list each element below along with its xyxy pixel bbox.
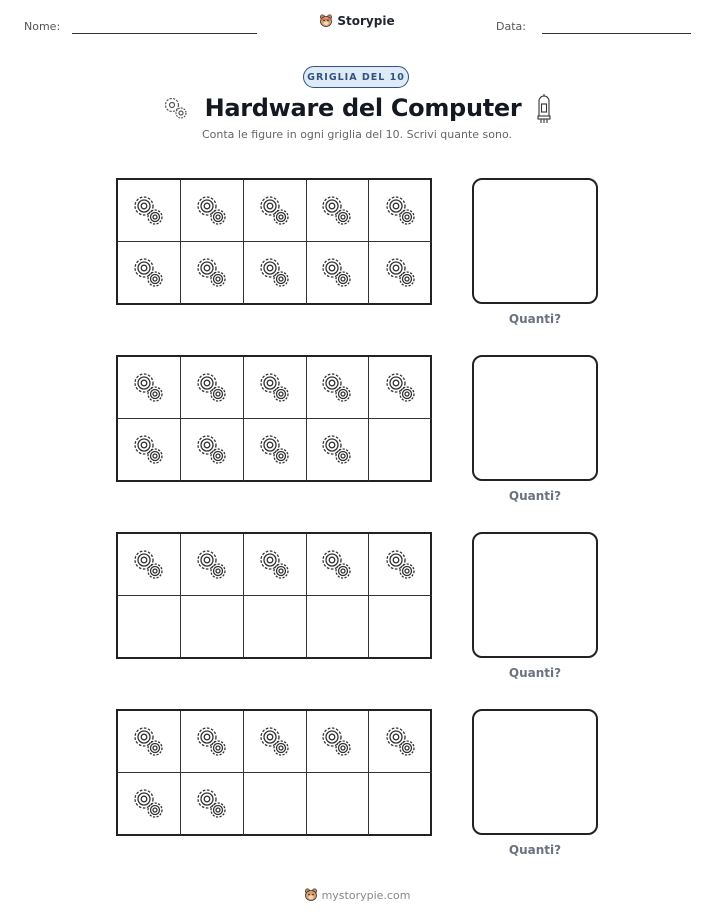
ten-frame-cell [369,596,432,658]
page-title: Hardware del Computer [204,94,522,122]
ten-frame-cell [369,534,432,596]
gears-icon [129,430,169,470]
footer [0,887,714,903]
ten-frame-cell [118,357,181,419]
name-line[interactable] [72,33,257,34]
ten-frame-cell [369,711,432,773]
instructions: Conta le figure in ogni griglia del 10. Scrivi quante sono. [201,128,512,141]
ten-frame-cell [244,180,307,242]
ten-frame-cell [306,596,369,658]
ten-frame-cell [244,534,307,596]
gears-icon [192,784,232,824]
answer-box[interactable] [472,178,598,304]
gears-icon [317,191,357,231]
ten-frame-cell [181,419,244,481]
answer-box[interactable] [472,709,598,835]
footer-url: mystorypie.com [321,888,411,902]
date-line[interactable] [542,33,691,34]
name-label: Nome: [24,20,61,33]
ten-frame-cell [244,773,307,835]
gears-icon [129,368,169,408]
gears-icon [317,722,357,762]
ten-frame-cell [118,419,181,481]
ten-frame-cell [306,180,369,242]
gears-icon [255,191,295,231]
ten-frame-cell [118,534,181,596]
date-label: Data: [496,20,526,33]
ten-frame-cell [118,242,181,304]
ten-frame-cell [118,711,181,773]
gears-icon [255,722,295,762]
answer-label: Quanti? [508,489,562,503]
gears-icon [192,191,232,231]
ten-frame-cell [244,711,307,773]
gears-icon [192,722,232,762]
vacuum-tube-icon [535,92,553,124]
gears-icon [129,253,169,293]
title-row [0,92,714,124]
gears-icon [317,253,357,293]
ten-frame-grid [116,709,432,836]
ten-frame-cell [181,534,244,596]
gears-icon [317,368,357,408]
ten-frame-cell [306,419,369,481]
gears-icon [381,191,421,231]
ten-frame-cell [306,534,369,596]
ten-frame-grid [116,355,432,482]
gears-icon [317,430,357,470]
ten-frame-cell [306,242,369,304]
ten-frame-cell [181,596,244,658]
gears-icon [381,545,421,585]
ten-frame-grid [116,178,432,305]
ten-frame-cell [244,419,307,481]
gears-icon [255,253,295,293]
ten-frame-cell [181,180,244,242]
ten-frame-cell [306,711,369,773]
ten-frame-cell [244,357,307,419]
bear-mascot-icon [319,13,333,29]
ten-frame-cell [118,180,181,242]
bear-mascot-icon [304,887,318,903]
answer-label: Quanti? [508,843,562,857]
gears-icon [129,722,169,762]
ten-frame-cell [181,773,244,835]
ten-frame-cell [181,242,244,304]
ten-frame-grid [116,532,432,659]
ten-frame-cell [181,357,244,419]
gears-icon [129,545,169,585]
gears-icon [255,368,295,408]
gears-icon [161,94,191,122]
answer-box[interactable] [472,355,598,481]
gears-icon [192,368,232,408]
gears-icon [129,191,169,231]
ten-frame-cell [118,773,181,835]
worksheet-badge: GRIGLIA DEL 10 [303,66,409,88]
ten-frame-cell [244,596,307,658]
gears-icon [381,722,421,762]
gears-icon [381,368,421,408]
gears-icon [255,545,295,585]
ten-frame-cell [244,242,307,304]
ten-frame-cell [181,711,244,773]
ten-frame-cell [369,357,432,419]
gears-icon [317,545,357,585]
gears-icon [192,545,232,585]
ten-frame-cell [369,242,432,304]
answer-box[interactable] [472,532,598,658]
ten-frame-cell [118,596,181,658]
ten-frame-cell [369,773,432,835]
ten-frame-cell [306,357,369,419]
gears-icon [255,430,295,470]
answer-label: Quanti? [508,312,562,326]
gears-icon [129,784,169,824]
brand-name: Storypie [337,14,395,28]
gears-icon [381,253,421,293]
ten-frame-cell [369,419,432,481]
ten-frame-cell [306,773,369,835]
ten-frame-cell [369,180,432,242]
brand-logo [0,13,714,29]
gears-icon [192,430,232,470]
gears-icon [192,253,232,293]
answer-label: Quanti? [508,666,562,680]
